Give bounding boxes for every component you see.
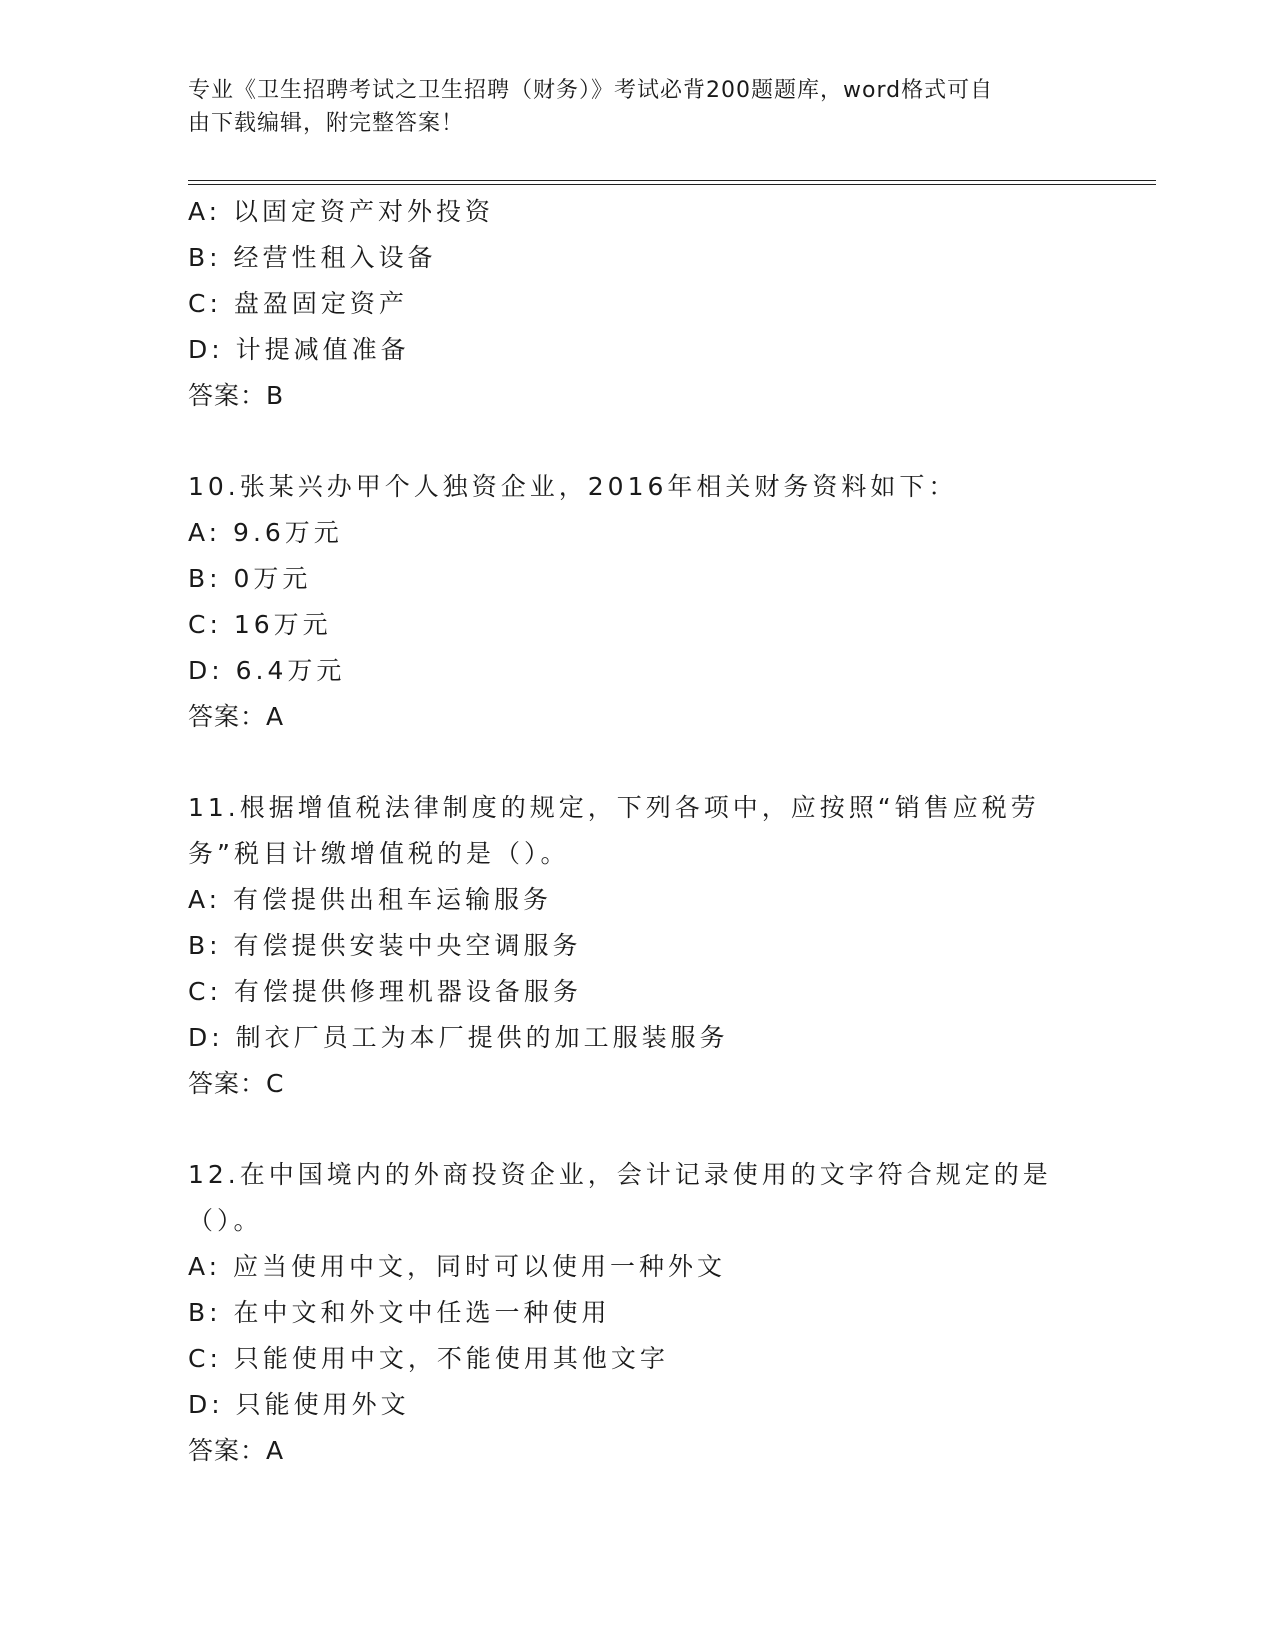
document-header [188, 74, 1068, 140]
option-d: D: 制衣厂员工为本厂提供的加工服装服务 [188, 1023, 729, 1052]
option-d: D: 只能使用外文 [188, 1390, 410, 1419]
option-a: A: 9.6万元 [188, 518, 343, 547]
option-c: C: 只能使用中文，不能使用其他文字 [188, 1344, 669, 1373]
answer-line: 答案：C [188, 1069, 285, 1098]
option-c: C: 有偿提供修理机器设备服务 [188, 977, 582, 1006]
spacer [188, 419, 1088, 464]
answer-line: 答案：B [188, 381, 285, 410]
answer-line: 答案：A [188, 1436, 285, 1465]
question-block [188, 464, 1088, 740]
option-b: B: 有偿提供安装中央空调服务 [188, 931, 582, 960]
spacer [188, 740, 1088, 785]
question-list [188, 189, 1088, 1474]
header-divider-top [188, 180, 1156, 181]
option-d: D: 6.4万元 [188, 656, 346, 685]
question-text: 11.根据增值税法律制度的规定，下列各项中，应按照“销售应税劳务”税目计缴增值税的是（）。 [188, 793, 1040, 868]
option-a: A: 有偿提供出租车运输服务 [188, 885, 553, 914]
option-a: A: 以固定资产对外投资 [188, 197, 495, 226]
option-c: C: 盘盈固定资产 [188, 289, 408, 318]
question-text: 10.张某兴办甲个人独资企业，2016年相关财务资料如下： [188, 472, 958, 501]
option-b: B: 在中文和外文中任选一种使用 [188, 1298, 611, 1327]
option-c: C: 16万元 [188, 610, 332, 639]
question-block [188, 189, 1088, 419]
answer-line: 答案：A [188, 702, 285, 731]
option-b: B: 经营性租入设备 [188, 243, 437, 272]
option-a: A: 应当使用中文，同时可以使用一种外文 [188, 1252, 727, 1281]
header-divider-bottom [188, 184, 1156, 185]
header-line-1: 专业《卫生招聘考试之卫生招聘（财务）》考试必背200题题库，word格式可自 [188, 78, 994, 103]
option-b: B: 0万元 [188, 564, 312, 593]
spacer [188, 1107, 1088, 1152]
question-block [188, 1152, 1088, 1474]
question-block [188, 785, 1088, 1107]
header-line-2: 由下载编辑，附完整答案！ [188, 111, 465, 136]
question-text: 12.在中国境内的外商投资企业，会计记录使用的文字符合规定的是（）。 [188, 1160, 1052, 1235]
option-d: D: 计提减值准备 [188, 335, 410, 364]
